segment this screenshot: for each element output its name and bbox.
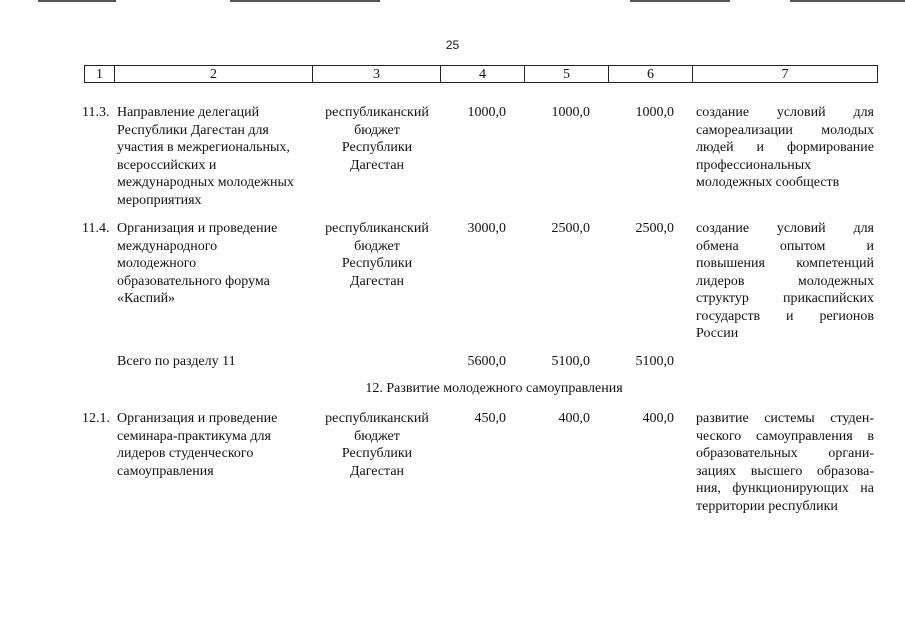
row-number: 11.4. [82, 221, 110, 236]
section-title: 12. Развитие молодежного самоуправления [365, 381, 623, 396]
table-header-row [84, 65, 878, 83]
amount-col-4: 450,0 [474, 411, 506, 426]
activity-name: Организация и проведение международного молодежного образовательного форума «Каспий» [117, 221, 278, 306]
row-number: 12.1. [82, 411, 110, 426]
funding-source: республиканский бюджет Республики Дагестан [325, 221, 429, 289]
total-col-6: 5100,0 [635, 354, 674, 369]
amount-col-6: 1000,0 [635, 105, 674, 120]
header-cell: 6 [609, 66, 693, 82]
amount-col-5: 1000,0 [551, 105, 590, 120]
scan-top-edge [790, 0, 905, 2]
amount-col-4: 1000,0 [467, 105, 506, 120]
total-label: Всего по разделу 11 [117, 354, 236, 369]
amount-col-5: 2500,0 [551, 221, 590, 236]
header-cell: 5 [525, 66, 609, 82]
expected-result: создание условий для обмена опытом и повышения компетенций лидеров молодежных структур прикаспийских государств и регионов России [696, 221, 874, 341]
header-cell: 2 [115, 66, 313, 82]
amount-col-5: 400,0 [558, 411, 590, 426]
header-cell: 3 [313, 66, 441, 82]
expected-result: развитие системы студен- ческого самоуправления в образовательных органи- зациях высшего образова- ния, функционирующих на территории республики [696, 411, 874, 514]
scan-top-edge [230, 0, 380, 2]
total-col-4: 5600,0 [467, 354, 506, 369]
page-number: 25 [445, 38, 460, 52]
header-cell: 1 [85, 66, 115, 82]
scan-top-edge [630, 0, 730, 2]
header-cell: 4 [441, 66, 525, 82]
activity-name: Организация и проведение семинара-практикума для лидеров студенческого самоуправления [117, 411, 278, 479]
expected-result: создание условий для самореализации молодых людей и формирование профессиональных молодежных сообществ [696, 105, 874, 190]
activity-name: Направление делегаций Республики Дагестан для участия в межрегиональных, всероссийских и международных молодежных мероприятиях [117, 105, 294, 208]
funding-source: республиканский бюджет Республики Дагестан [325, 105, 429, 173]
header-cell: 7 [781, 67, 789, 82]
row-number: 11.3. [82, 105, 110, 120]
scan-top-edge [38, 0, 116, 2]
funding-source: республиканский бюджет Республики Дагестан [325, 411, 429, 479]
total-col-5: 5100,0 [551, 354, 590, 369]
amount-col-4: 3000,0 [467, 221, 506, 236]
amount-col-6: 2500,0 [635, 221, 674, 236]
amount-col-6: 400,0 [642, 411, 674, 426]
